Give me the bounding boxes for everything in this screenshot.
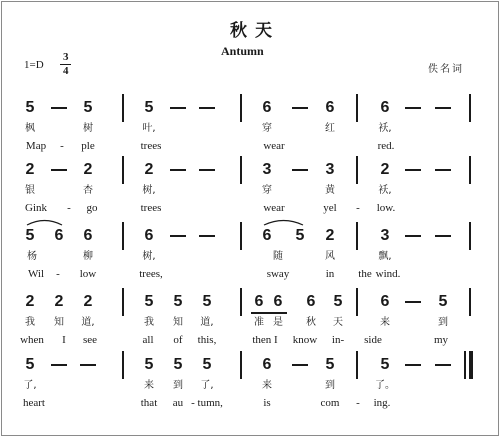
lyric-chinese: 黄 [325,185,335,196]
note: 6 [306,293,316,310]
note: 5 [144,293,154,310]
lyric-english: then I [252,334,278,346]
lyric-english: go [86,202,98,214]
lyric-english: know [292,334,318,346]
tie-arcs [2,2,498,435]
barline [469,94,471,122]
score-page [1,1,499,436]
lyric-english: wear [263,140,285,152]
lyric-chinese: 穿 [262,185,272,196]
lyric-english: that [140,397,158,409]
note: 6 [262,227,272,244]
lyric-english: ple [81,140,95,152]
hold-dash [51,169,67,171]
lyric-english: - [356,202,360,214]
lyric-chinese: 袄, [378,123,392,134]
hold-dash [405,235,421,237]
hold-dash [170,169,186,171]
hold-dash [80,364,96,366]
lyric-chinese: 准 [254,317,264,328]
lyric-english: when [20,334,44,346]
lyric-english: trees, [139,268,163,280]
lyric-english: see [82,334,98,346]
note: 5 [438,293,448,310]
lyric-english: trees [140,202,162,214]
lyric-english: wear [263,202,285,214]
note: 3 [262,161,272,178]
lyric-chinese: 我 [144,317,154,328]
note: 2 [25,161,35,178]
hold-dash [51,364,67,366]
note: 2 [380,161,390,178]
note: 6 [83,227,93,244]
note: 6 [262,99,272,116]
lyric-chinese: 了, [200,380,214,391]
lyric-english: Wil [27,268,45,280]
hold-dash [199,235,215,237]
lyric-chinese: 来 [262,380,272,391]
note: 3 [380,227,390,244]
lyric-chinese: 到 [173,380,183,391]
lyric-chinese: 道, [200,317,214,328]
note: 5 [202,293,212,310]
lyric-english: my [433,334,449,346]
note: 6 [380,293,390,310]
note: 6 [262,356,272,373]
lyric-chinese: 来 [144,380,154,391]
hold-dash [292,364,308,366]
note: 5 [144,356,154,373]
note: 5 [333,293,343,310]
lyric-english: this, [197,334,217,346]
lyric-english: au [172,397,184,409]
song-title: 秋天 [230,21,280,41]
note: 2 [325,227,335,244]
barline [356,288,358,316]
tie-arc [27,221,62,226]
lyric-english: is [263,397,271,409]
hold-dash [435,235,451,237]
hold-dash [435,169,451,171]
note: 5 [325,356,335,373]
lyric-chinese: 枫 [25,123,35,134]
barline [122,94,124,122]
note: 5 [83,99,93,116]
lyric-english: the [358,268,372,280]
hold-dash [170,107,186,109]
lyric-english: - [356,397,360,409]
note: 5 [144,99,154,116]
lyric-chinese: 到 [438,317,448,328]
barline [356,156,358,184]
hold-dash [405,364,421,366]
lyric-chinese: 银 [25,185,35,196]
lyric-chinese: 树, [142,185,156,196]
barline [240,156,242,184]
key-signature: 1=D [24,59,44,71]
lyric-english: ing. [373,397,391,409]
lyric-english: - [56,268,60,280]
note: 2 [54,293,64,310]
barline [122,222,124,250]
note: 5 [380,356,390,373]
hold-dash [405,169,421,171]
note: 5 [173,356,183,373]
barline [240,222,242,250]
barline [356,222,358,250]
lyric-chinese: 是 [273,317,283,328]
note: 5 [295,227,305,244]
lyric-chinese: 风 [325,251,335,262]
barline [240,288,242,316]
hold-dash [170,235,186,237]
lyric-english: of [173,334,183,346]
lyric-chinese: 秋 [306,317,316,328]
lyric-chinese: 杏 [83,185,93,196]
lyric-english: side [364,334,382,346]
lyric-english: - [60,140,64,152]
lyric-chinese: 了, [23,380,37,391]
lyric-chinese: 树, [142,251,156,262]
lyric-chinese: 树 [83,123,93,134]
lyric-english: yel [323,202,337,214]
note: 3 [325,161,335,178]
note: 2 [144,161,154,178]
lyric-chinese: 叶, [142,123,156,134]
song-subtitle: Antumn [221,44,264,58]
barline [469,222,471,250]
final-barline-thick [469,351,473,379]
lyric-english: sway [266,268,290,280]
lyric-chinese: 天 [333,317,343,328]
lyric-chinese: 我 [25,317,35,328]
lyric-chinese: 杨 [27,251,37,262]
lyric-chinese: 到 [325,380,335,391]
lyric-english: Gink [25,202,47,214]
note: 6 [254,293,264,310]
hold-dash [435,364,451,366]
hold-dash [292,169,308,171]
note: 6 [325,99,335,116]
lyric-chinese: 红 [325,123,335,134]
hold-dash [435,107,451,109]
note: 2 [83,293,93,310]
lyric-english: low [79,268,97,280]
hold-dash [51,107,67,109]
lyric-chinese: 知 [54,317,64,328]
note: 5 [25,99,35,116]
barline [356,94,358,122]
note: 5 [173,293,183,310]
note: 5 [25,227,35,244]
barline [240,94,242,122]
lyric-english: in [325,268,335,280]
note: 6 [380,99,390,116]
note: 5 [202,356,212,373]
lyric-english: - [67,202,71,214]
barline [122,288,124,316]
lyric-chinese: 道, [81,317,95,328]
lyric-chinese: 穿 [262,123,272,134]
final-barline-thin [464,351,466,379]
barline [122,156,124,184]
hold-dash [199,107,215,109]
note: 5 [25,356,35,373]
lyric-chinese: 柳 [83,251,93,262]
lyric-english: trees [140,140,162,152]
lyric-english: in- [331,334,345,346]
barline [469,156,471,184]
hold-dash [405,301,421,303]
note: 6 [273,293,283,310]
time-signature-top: 3 [63,51,69,63]
lyric-chinese: 飘, [378,251,392,262]
hold-dash [292,107,308,109]
lyric-english: red. [377,140,395,152]
lyric-chinese: 知 [173,317,183,328]
barline [240,351,242,379]
lyric-chinese: 了。 [375,380,395,391]
lyricist-credit: 佚名词 [428,64,464,75]
lyric-chinese: 袄, [378,185,392,196]
lyric-english: I [62,334,66,346]
lyric-chinese: 来 [380,317,390,328]
hold-dash [199,169,215,171]
lyric-english: Map [25,140,47,152]
lyric-chinese: 随 [273,251,283,262]
tie-arc [264,221,303,226]
beam-underline [251,312,287,314]
lyric-english: wind. [375,268,401,280]
barline [356,351,358,379]
time-signature-bottom: 4 [63,65,69,77]
note: 2 [25,293,35,310]
lyric-english: com [320,397,340,409]
hold-dash [405,107,421,109]
lyric-english: low. [376,202,396,214]
note: 6 [144,227,154,244]
barline [122,351,124,379]
lyric-english: all [142,334,154,346]
barline [469,288,471,316]
lyric-english: heart [23,397,45,409]
note: 6 [54,227,64,244]
note: 2 [83,161,93,178]
lyric-english: - tumn, [191,397,223,409]
